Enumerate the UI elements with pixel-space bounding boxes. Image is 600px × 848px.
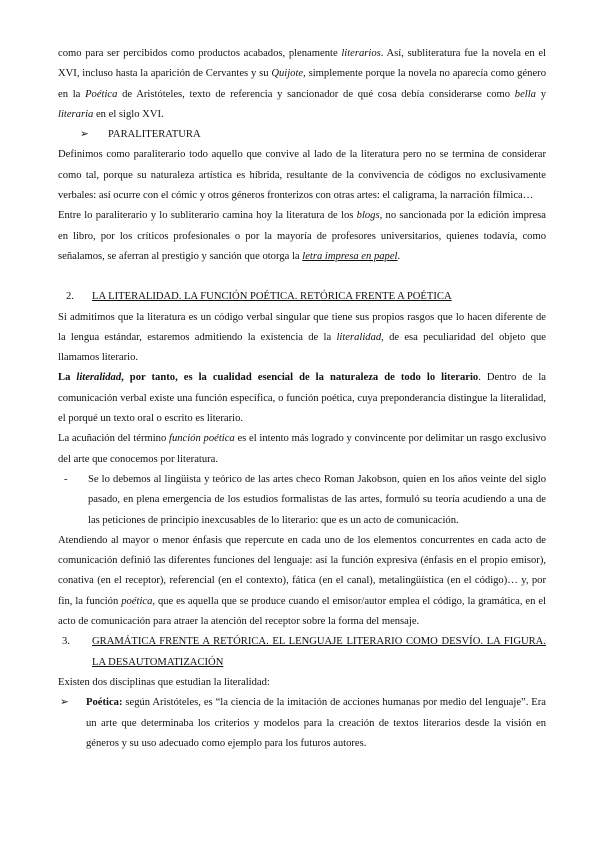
paragraph-funcion-poetica: La acuñación del término función poética es el intento más logrado y convincente por delimitar un rasgo exclusivo del arte que conocemos por literatura. (58, 433, 546, 465)
paragraph-cualidad-esencial: La literalidad, por tanto, es la cualidad esencial de la naturaleza de todo lo literario. Dentro de la comunicación verbal existe una función específica, o función poética, cuya preponderancia distingue la literalidad, el porqué un texto oral o escrito es literario. (58, 372, 547, 425)
list-item-poetica: ➢ Poética: según Aristóteles, es “la ciencia de la imitación de acciones humanas por medio del lenguaje”. Era un arte que determinaba los criterios y modelos para la creación de textos literarios desde la visión en géneros y su uso adecuado como ejemplo para los futuros autores. (58, 693, 546, 754)
paragraph-paraliterario: Definimos como paraliterario todo aquello que convive al lado de la literatura pero no se termina de considerar como tal, porque su naturaleza artística es híbrida, resultante de la convivencia de códigos no exclusivamente verbales: así ocurre con el cómic y otros géneros fronterizos con otras artes: el caligrama, la narración fílmica… (58, 149, 546, 202)
paragraph-literalidad: Si admitimos que la literatura es un código verbal singular que tiene sus propios rasgos que lo hacen diferente de la lengua estándar, estaremos admitiendo la existencia de la literalidad, de esa peculiaridad del objeto que llamamos literario. (58, 311, 546, 364)
arrow-bullet-icon: ➢ (80, 129, 89, 141)
list-item-jakobson: - Se lo debemos al lingüista y teórico de las artes checo Roman Jakobson, quien en los años veinte del siglo pasado, en plena emergencia de los estudios formalistas de las artes, formuló su teoría acudiendo a una de las peticiones de principio inexcusables de lo literario: que es un acto de comunicación. (64, 473, 546, 526)
document-page (58, 44, 546, 754)
section-heading-2: 2. LA LITERALIDAD. LA FUNCIÓN POÉTICA. RETÓRICA FRENTE A POÉTICA (66, 291, 452, 303)
subheading-paraliteratura: ➢ PARALITERATURA (80, 125, 546, 145)
arrow-bullet-icon: ➢ (60, 697, 69, 709)
paragraph-subliteratura: como para ser percibidos como productos acabados, plenamente literarios. Así, subliteratura fue la novela en el XVI, incluso hasta la aparición de Cervantes y su Quijote, simplemente porque la novela no aparecía como género en la Poética de Aristóteles, texto de referencia y sancionador de qué cosa debía considerarse como bella y literaria en el siglo XVI. (58, 48, 546, 120)
paragraph-blogs: Entre lo paraliterario y lo subliterario camina hoy la literatura de los blogs, no sancionada por la edición impresa en libro, por los críticos profesionales o por la mayoría de profesores universitarios, quienes todavía, como señalamos, se aferran al prestigio y sanción que otorga la letra impresa en papel. (58, 210, 546, 262)
section-heading-3: 3. GRAMÁTICA FRENTE A RETÓRICA. EL LENGUAJE LITERARIO COMO DESVÍO. LA FIGURA. LA DESAUTOMATIZACIÓN (62, 636, 546, 668)
paragraph-funciones-lenguaje: Atendiendo al mayor o menor énfasis que repercute en cada uno de los elementos concurrentes en cada acto de comunicación definió las diferentes funciones del lenguaje: así la función expresiva (énfasis en el propio emisor), conativa (en el receptor), referencial (en el contexto), fática (en el canal), metalingüística (en el código)… y, por fin, la función poética, que es aquella que se produce cuando el emisor/autor emplea el código, la gramática, en el acto de comunicación para atraer la atención del receptor sobre la forma del mensaje. (58, 534, 546, 628)
paragraph-disciplinas: Existen dos disciplinas que estudian la literalidad: (58, 676, 270, 688)
